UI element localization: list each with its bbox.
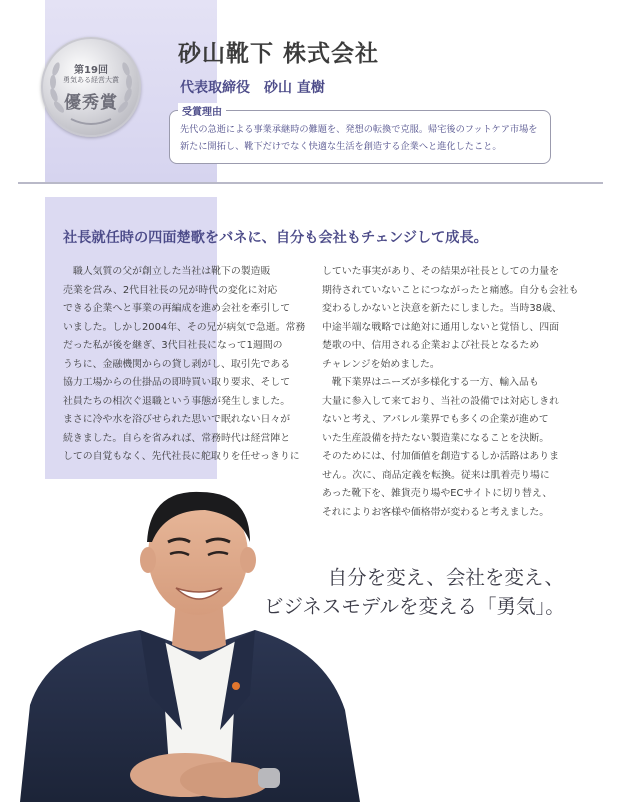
laurel-wreath-icon [41, 37, 141, 137]
body-line: 社員たちの相次ぐ退職という事態が発生しました。 [63, 395, 291, 407]
body-line: 楚歌の中、信用される企業および社長となるため [322, 340, 540, 351]
body-line: 協力工場からの仕掛品の即時買い取り要求、そして [63, 377, 291, 388]
body-column-left [63, 263, 306, 467]
award-badge [41, 37, 141, 137]
body-line: 売業を営み、2代目社長の兄が時代の変化に対応 [63, 284, 278, 296]
body-line: あった靴下を、雑貨売り場やECサイトに切り替え、 [322, 488, 553, 499]
body-line: うちに、金融機関からの貸し剥がし、取引先である [63, 358, 291, 370]
award-reason-label: 受賞理由 [178, 103, 226, 118]
award-reason-line: 新たに開拓し、靴下だけでなく快適な生活を創造する企業へと進化したこと。 [180, 141, 502, 152]
body-line: できる企業へと事業の再編成を進め会社を牽引して [63, 303, 291, 314]
body-line: せん。次に、商品定義を転換。従来は肌着売り場に [322, 469, 550, 481]
body-line: 期待されていないことにつながったと痛感。自分も会社も [322, 284, 579, 296]
lead-quote-line: ビジネスモデルを変える「勇気」。 [264, 595, 565, 618]
body-line: しての自覚もなく、先代社長に舵取りを任せっきりに [63, 451, 300, 462]
body-line: それによりお客様や価格帯が変わると考えました。 [322, 506, 550, 518]
lead-quote-line: 自分を変え、会社を変え、 [327, 566, 564, 589]
body-line: 続きました。自らを省みれば、常務時代は経営陣と [63, 432, 291, 444]
badge-award-name: 勇気ある経営大賞 [63, 76, 119, 84]
body-line: だった私が後を継ぎ、3代目社長になって1週間の [63, 340, 283, 351]
body-line: 変わるしかないと決意を新たにしました。当時38歳、 [322, 303, 562, 314]
award-reason-text [180, 121, 542, 155]
badge-round: 第19回 [74, 65, 108, 76]
body-line: いました。しかし2004年、その兄が病気で急逝。常務 [63, 321, 306, 333]
body-line: チャレンジを始めました。 [322, 358, 440, 370]
award-reason-line: 先代の急逝による事業承継時の難題を、発想の転換で克服。帰宅後のフットケア市場を [180, 124, 538, 135]
body-line: 大量に参入して来ており、当社の設備では対応しきれ [322, 395, 560, 407]
company-name: 砂山靴下 株式会社 [178, 41, 380, 67]
representative: 代表取締役 砂山 直樹 [180, 80, 325, 96]
body-line: していた事実があり、その結果が社長としての力量を [322, 266, 560, 277]
body-line: いた生産設備を持たない製造業になることを決断。 [322, 432, 550, 444]
portrait-photo [0, 480, 400, 802]
header-divider [18, 182, 603, 184]
body-line: 中途半端な戦略では絶対に通用しないと覚悟し、四面 [322, 321, 560, 333]
article-headline: 社長就任時の四面楚歌をバネに、自分も会社もチェンジして成長。 [63, 230, 488, 246]
body-line: まさに冷や水を浴びせられた思いで眠れない日々が [63, 414, 291, 425]
lead-quote [264, 563, 564, 621]
body-line: ないと考え、アパレル業界でも多くの企業が進めて [322, 414, 549, 425]
badge-prize: 優秀賞 [64, 93, 118, 113]
body-line: 靴下業界はニーズが多様化する一方、輸入品も [322, 377, 539, 388]
body-line: 職人気質の父が創立した当社は靴下の製造販 [63, 266, 271, 277]
body-line: そのためには、付加価値を創造するしか活路はありま [322, 451, 560, 462]
